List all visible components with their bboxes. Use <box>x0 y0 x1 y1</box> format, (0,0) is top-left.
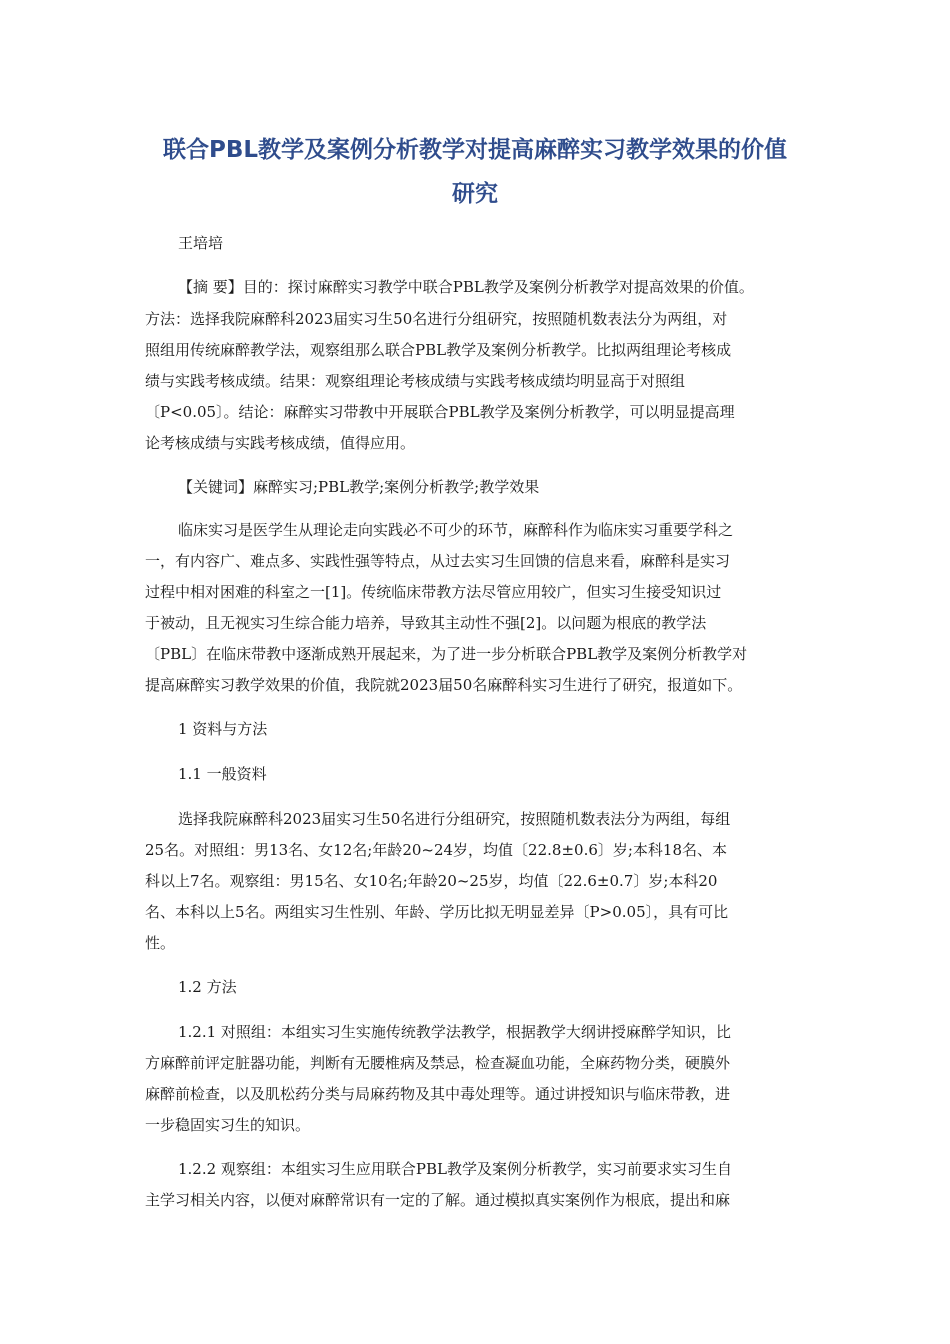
body-line: 于被动，且无视实习生综合能力培养，导致其主动性不强[2]。以问题为根底的教学法 <box>145 614 707 632</box>
body-line: 一步稳固实习生的知识。 <box>145 1116 311 1134</box>
body-line: 提高麻醉实习教学效果的价值，我院就2023届50名麻醉科实习生进行了研究，报道如下。 <box>145 676 743 694</box>
body-line: 科以上7名。观察组：男15名、女10名;年龄20~25岁，均值〔22.6±0.7〕岁;本科20 <box>145 872 718 890</box>
subsection-heading: 1.1 一般资料 <box>178 765 267 783</box>
abstract-line: 论考核成绩与实践考核成绩，值得应用。 <box>145 434 416 452</box>
body-line: 主学习相关内容，以便对麻醉常识有一定的了解。通过模拟真实案例作为根底，提出和麻 <box>145 1191 731 1209</box>
abstract-line: 方法：选择我院麻醉科2023届实习生50名进行分组研究，按照随机数表法分为两组，对 <box>145 310 728 328</box>
paper-title-line-2: 研究 <box>452 181 498 207</box>
paper-title-line-1: 联合PBL教学及案例分析教学对提高麻醉实习教学效果的价值 <box>162 137 788 163</box>
body-line: 25名。对照组：男13名、女12名;年龄20~24岁，均值〔22.8±0.6〕岁;本科18名、本 <box>145 841 728 859</box>
section-heading: 1 资料与方法 <box>178 720 268 738</box>
body-line: 选择我院麻醉科2023届实习生50名进行分组研究，按照随机数表法分为两组，每组 <box>178 810 731 828</box>
body-line: 〔PBL〕在临床带教中逐渐成熟开展起来，为了进一步分析联合PBL教学及案例分析教学对 <box>145 645 748 663</box>
body-line: 1.2.2 观察组：本组实习生应用联合PBL教学及案例分析教学，实习前要求实习生自 <box>178 1160 733 1178</box>
author-name: 王培培 <box>178 234 224 252</box>
body-line: 临床实习是医学生从理论走向实践必不可少的环节，麻醉科作为临床实习重要学科之 <box>178 521 734 539</box>
abstract-line: 〔P<0.05〕。结论：麻醉实习带教中开展联合PBL教学及案例分析教学，可以明显提高理 <box>145 403 735 421</box>
body-line: 麻醉前检查，以及肌松药分类与局麻药物及其中毒处理等。通过讲授知识与临床带教，进 <box>145 1085 731 1103</box>
body-line: 性。 <box>145 934 176 952</box>
body-line: 名、本科以上5名。两组实习生性别、年龄、学历比拟无明显差异〔P>0.05〕，具有可比 <box>145 903 729 921</box>
body-line: 方麻醉前评定脏器功能，判断有无腰椎病及禁忌，检查凝血功能，全麻药物分类，硬膜外 <box>145 1054 731 1072</box>
abstract-line: 绩与实践考核成绩。结果：观察组理论考核成绩与实践考核成绩均明显高于对照组 <box>145 372 686 390</box>
body-line: 一，有内容广、难点多、实践性强等特点，从过去实习生回馈的信息来看，麻醉科是实习 <box>145 552 731 570</box>
subsection-heading: 1.2 方法 <box>178 978 237 996</box>
body-line: 1.2.1 对照组：本组实习生实施传统教学法教学，根据教学大纲讲授麻醉学知识，比 <box>178 1023 731 1041</box>
keywords-line: 【关键词】麻醉实习;PBL教学;案例分析教学;教学效果 <box>178 478 540 496</box>
abstract-line: 照组用传统麻醉教学法，观察组那么联合PBL教学及案例分析教学。比拟两组理论考核成 <box>145 341 732 359</box>
body-line: 过程中相对困难的科室之一[1]。传统临床带教方法尽管应用较广，但实习生接受知识过 <box>145 583 722 601</box>
abstract-line: 【摘 要】目的：探讨麻醉实习教学中联合PBL教学及案例分析教学对提高效果的价值。 <box>178 278 754 296</box>
